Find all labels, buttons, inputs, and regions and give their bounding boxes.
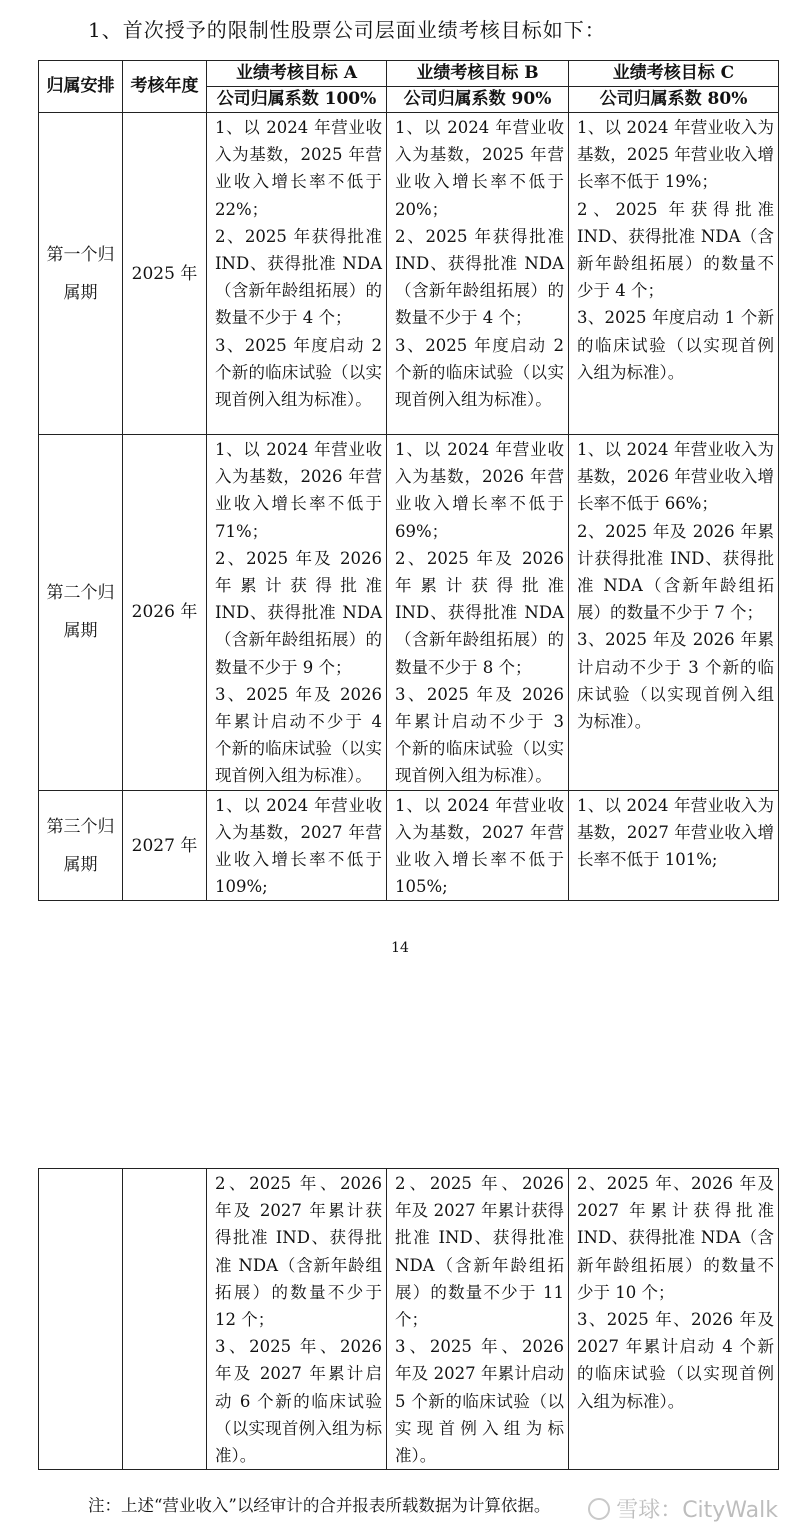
goal-item: 3、2025 年度启动 2 个新的临床试验（以实现首例入组为标准）。 bbox=[215, 335, 382, 410]
goal-item: 2、2025 年及 2026 年累计获得批准 IND、获得批准 NDA（含新年龄组拓展）的数量不少于 8 个； bbox=[395, 548, 564, 677]
goal-item: 1、以 2024 年营业收入为基数，2027 年营业收入增长率不低于 101%; bbox=[577, 795, 774, 870]
goal-item: 1、以 2024 年营业收入为基数，2026 年营业收入增长率不低于 71%； bbox=[215, 440, 382, 541]
goal-cell bbox=[569, 435, 779, 791]
goal-cell bbox=[387, 1169, 569, 1470]
goal-item: 3、2025 年及 2026 年累计启动不少于 3 个新的临床试验（以实现首例入组为标准）。 bbox=[395, 684, 564, 786]
year-label: 2026 年 bbox=[123, 435, 207, 791]
footnote: 注：上述“营业收入”以经审计的合并报表所载数据为计算依据。 bbox=[88, 1496, 551, 1515]
snowball-logo-icon bbox=[588, 1498, 610, 1520]
goal-cell bbox=[207, 113, 387, 435]
goal-item: 3、2025 年及 2026 年累计启动不少于 3 个新的临床试验（以实现首例入组为标准）。 bbox=[577, 630, 774, 732]
goal-item: 1、以 2024 年营业收入为基数，2027 年营业收入增长率不低于 105%; bbox=[395, 795, 564, 897]
goal-item: 3、2025 年及 2026 年累计启动不少于 4 个新的临床试验（以实现首例入组为标准）。 bbox=[215, 684, 382, 786]
goal-item: 1、以 2024 年营业收入为基数，2025 年营业收入增长率不低于 20%； bbox=[395, 118, 564, 219]
goal-item: 3、2025 年、2026 年及 2027 年累计启动 5 个新的临床试验（以实现首例入组为标准）。 bbox=[395, 1337, 564, 1466]
goal-cell bbox=[207, 435, 387, 791]
goal-item: 2、2025 年获得批准 IND、获得批准 NDA（含新年龄组拓展）的数量不少于 4 个； bbox=[577, 199, 774, 301]
goal-item: 2、2025 年及 2026 年累计获得批准 IND、获得批准 NDA（含新年龄组拓展）的数量不少于 7 个； bbox=[577, 521, 774, 623]
header-coef-a: 公司归属系数 100% bbox=[207, 87, 387, 113]
goal-item: 2、2025 年、2026 年及 2027 年累计获得批准 IND、获得批准 NDA（含新年龄组拓展）的数量不少于 12 个； bbox=[215, 1174, 382, 1330]
header-coef-b: 公司归属系数 90% bbox=[387, 87, 569, 113]
header-goal-a: 业绩考核目标 A bbox=[207, 61, 387, 87]
goal-item: 1、以 2024 年营业收入为基数，2025 年营业收入增长率不低于 19%； bbox=[577, 118, 774, 192]
goal-item: 3、2025 年度启动 2 个新的临床试验（以实现首例入组为标准）。 bbox=[395, 335, 564, 410]
goal-cell bbox=[387, 113, 569, 435]
goal-item: 1、以 2024 年营业收入为基数，2025 年营业收入增长率不低于 22%； bbox=[215, 118, 382, 219]
goal-item: 3、2025 年、2026 年及 2027 年累计启动 6 个新的临床试验（以实现首例入组为标准）。 bbox=[215, 1337, 382, 1466]
goal-item: 3、2025 年、2026 年及 2027 年累计启动 4 个新的临床试验（以实现首例入组为标准）。 bbox=[577, 1310, 774, 1411]
watermark bbox=[588, 1493, 778, 1524]
header-goal-b: 业绩考核目标 B bbox=[387, 61, 569, 87]
goal-cell bbox=[387, 790, 569, 901]
goal-item: 3、2025 年度启动 1 个新的临床试验（以实现首例入组为标准）。 bbox=[577, 308, 774, 382]
header-year: 考核年度 bbox=[123, 61, 207, 113]
goal-item: 2、2025 年、2026 年及 2027 年累计获得批准 IND、获得批准 NDA（含新年龄组拓展）的数量不少于 10 个； bbox=[577, 1174, 774, 1302]
header-coef-c: 公司归属系数 80% bbox=[569, 87, 779, 113]
goal-item: 2、2025 年及 2026 年累计获得批准 IND、获得批准 NDA（含新年龄组拓展）的数量不少于 9 个； bbox=[215, 548, 382, 677]
table-row bbox=[39, 1169, 779, 1470]
goal-cell bbox=[207, 790, 387, 901]
header-goal-c: 业绩考核目标 C bbox=[569, 61, 779, 87]
goal-item: 1、以 2024 年营业收入为基数，2026 年营业收入增长率不低于 66%； bbox=[577, 440, 774, 514]
page-number: 14 bbox=[391, 940, 409, 956]
header-arrangement: 归属安排 bbox=[39, 61, 123, 113]
goal-cell bbox=[387, 435, 569, 791]
goal-item: 1、以 2024 年营业收入为基数，2027 年营业收入增长率不低于 109%; bbox=[215, 795, 382, 897]
goal-item: 2、2025 年获得批准 IND、获得批准 NDA（含新年龄组拓展）的数量不少于 4 个； bbox=[395, 226, 564, 328]
goal-cell bbox=[207, 1169, 387, 1470]
period-label: 第一个归属期 bbox=[39, 113, 123, 435]
empty-cell bbox=[123, 1169, 207, 1470]
empty-cell bbox=[39, 1169, 123, 1470]
goal-item: 2、2025 年获得批准 IND、获得批准 NDA（含新年龄组拓展）的数量不少于 4 个； bbox=[215, 226, 382, 328]
period-label: 第三个归属期 bbox=[39, 790, 123, 901]
year-label: 2025 年 bbox=[123, 113, 207, 435]
goal-cell bbox=[569, 790, 779, 901]
goal-cell bbox=[569, 113, 779, 435]
goal-item: 2、2025 年、2026 年及 2027 年累计获得批准 IND、获得批准 NDA（含新年龄组拓展）的数量不少于 11 个； bbox=[395, 1174, 564, 1330]
table-row bbox=[39, 113, 779, 435]
watermark-text: 雪球：CityWalk bbox=[616, 1498, 778, 1523]
year-label: 2027 年 bbox=[123, 790, 207, 901]
table-row bbox=[39, 435, 779, 791]
performance-target-table bbox=[38, 60, 779, 901]
section-heading: 1、首次授予的限制性股票公司层面业绩考核目标如下： bbox=[88, 18, 606, 42]
table-row bbox=[39, 790, 779, 901]
period-label: 第二个归属期 bbox=[39, 435, 123, 791]
performance-target-table-continued bbox=[38, 1168, 779, 1470]
goal-cell bbox=[569, 1169, 779, 1470]
goal-item: 1、以 2024 年营业收入为基数，2026 年营业收入增长率不低于 69%； bbox=[395, 440, 564, 541]
